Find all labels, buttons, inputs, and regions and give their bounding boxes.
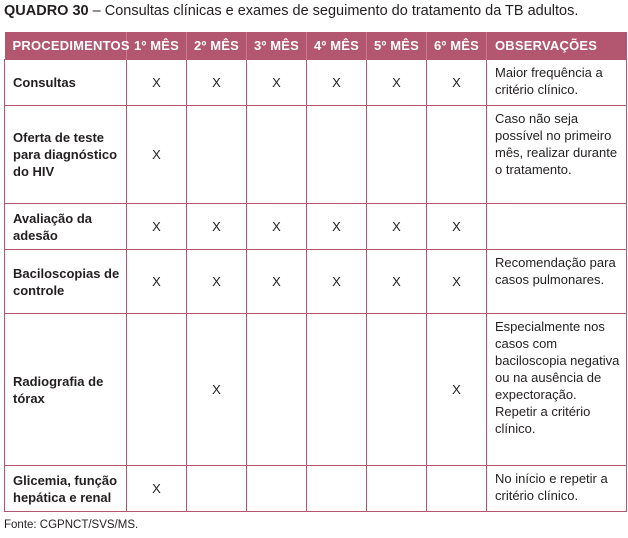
caption-separator: – [88, 3, 105, 19]
month-cell: X [307, 60, 367, 106]
month-cell [307, 466, 367, 512]
month-cell [187, 106, 247, 204]
month-cell: X [307, 250, 367, 314]
header-month-2: 2º MÊS [187, 32, 247, 60]
month-cell: X [367, 204, 427, 250]
procedure-cell: Radiografia de tórax [5, 314, 127, 466]
observation-cell [487, 204, 627, 250]
header-month-5: 5º MÊS [367, 32, 427, 60]
header-month-3: 3º MÊS [247, 32, 307, 60]
month-cell: X [427, 60, 487, 106]
procedure-cell: Baciloscopias de controle [5, 250, 127, 314]
month-cell [127, 314, 187, 466]
caption-label: QUADRO 30 [4, 3, 89, 19]
month-cell: X [427, 250, 487, 314]
month-cell: X [187, 60, 247, 106]
table-row [5, 204, 627, 250]
caption-text: Consultas clínicas e exames de seguimento do tratamento da TB adultos. [104, 3, 579, 19]
header-procedures: PROCEDIMENTOS [5, 32, 127, 60]
observation-cell: No início e repetir a critério clínico. [487, 466, 627, 512]
header-month-4: 4º MÊS [307, 32, 367, 60]
procedure-cell: Consultas [5, 60, 127, 106]
month-cell: X [187, 204, 247, 250]
header-month-6: 6º MÊS [427, 32, 487, 60]
month-cell [367, 314, 427, 466]
observation-cell: Recomendação para casos pulmonares. [487, 250, 627, 314]
month-cell [247, 106, 307, 204]
month-cell [247, 314, 307, 466]
month-cell [307, 314, 367, 466]
header-observations: OBSERVAÇÕES [487, 32, 627, 60]
observation-cell: Especialmente nos casos com baciloscopia negativa ou na ausência de expectoração. Repetir a critério clínico. [487, 314, 627, 466]
month-cell: X [127, 106, 187, 204]
month-cell [367, 106, 427, 204]
procedure-cell: Oferta de teste para diagnóstico do HIV [5, 106, 127, 204]
month-cell [247, 466, 307, 512]
observation-cell: Caso não seja possível no primeiro mês, realizar durante o tratamento. [487, 106, 627, 204]
month-cell: X [247, 250, 307, 314]
month-cell: X [427, 204, 487, 250]
header-month-1: 1º MÊS [127, 32, 187, 60]
month-cell [427, 106, 487, 204]
month-cell: X [367, 250, 427, 314]
table-row [5, 60, 627, 106]
month-cell: X [127, 60, 187, 106]
procedure-cell: Glicemia, função hepática e renal [5, 466, 127, 512]
table-row [5, 250, 627, 314]
month-cell: X [307, 204, 367, 250]
header-row [5, 32, 627, 60]
source-note: Fonte: CGPNCT/SVS/MS. [4, 519, 139, 531]
follow-up-table [4, 32, 627, 512]
month-cell: X [127, 250, 187, 314]
month-cell [367, 466, 427, 512]
month-cell: X [427, 314, 487, 466]
observation-cell: Maior frequência a critério clínico. [487, 60, 627, 106]
table-row [5, 314, 627, 466]
month-cell: X [187, 314, 247, 466]
month-cell: X [127, 466, 187, 512]
month-cell [427, 466, 487, 512]
table-caption [4, 2, 626, 21]
month-cell [307, 106, 367, 204]
table-row [5, 106, 627, 204]
procedure-cell: Avaliação da adesão [5, 204, 127, 250]
month-cell: X [247, 204, 307, 250]
month-cell: X [127, 204, 187, 250]
month-cell: X [187, 250, 247, 314]
table-row [5, 466, 627, 512]
month-cell: X [367, 60, 427, 106]
month-cell [187, 466, 247, 512]
month-cell: X [247, 60, 307, 106]
